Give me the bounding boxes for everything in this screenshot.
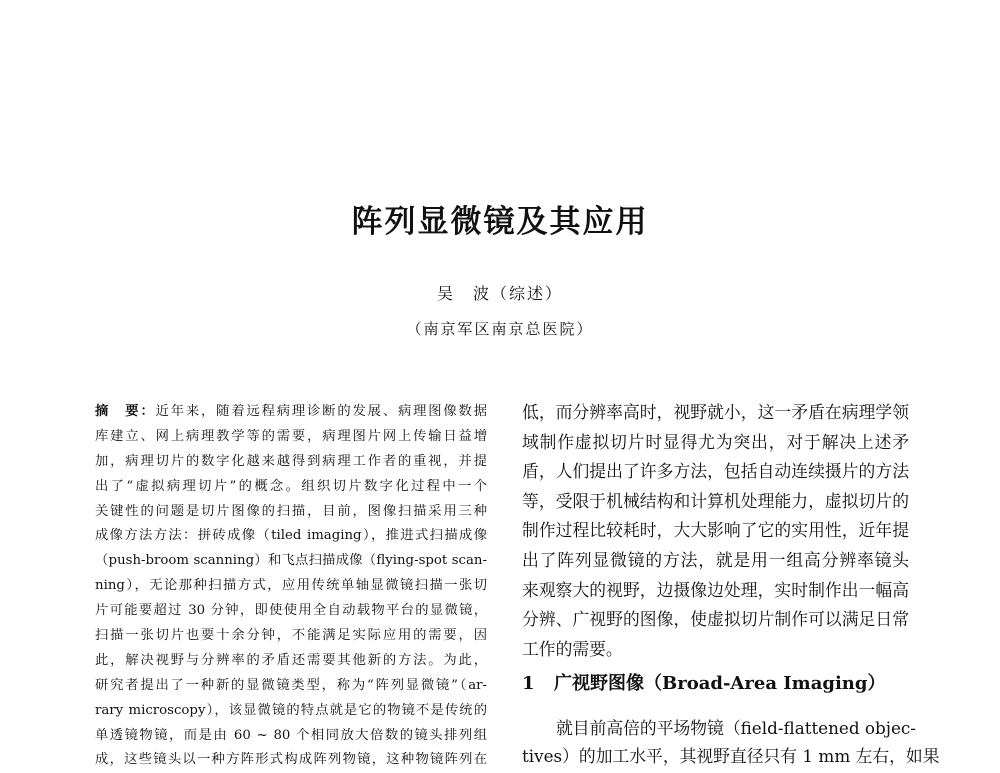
abstract-label: 摘 要： — [95, 404, 156, 419]
body-line: 工作的需要。 — [522, 638, 623, 659]
abstract-line: 出了“虚拟病理切片”的概念。组织切片数字化过程中一个 — [95, 478, 487, 494]
abstract-line: 库建立、网上病理教学等的需要，病理图片网上传输日益增 — [95, 428, 487, 444]
abstract-line: 关键性的问题是切片图像的扫描，目前，图像扫描采用三种 — [95, 503, 487, 519]
section-heading — [522, 669, 885, 695]
section-line: tives）的加工水平，其视野直径只有 1 mm 左右，如果 — [522, 746, 940, 766]
abstract-line: 成像方法方法：拼砖成像（tiled imaging），推进式扫描成像 — [95, 528, 487, 544]
body-line: 盾，人们提出了许多方法，包括自动连续摄片的方法 — [522, 461, 909, 482]
body-line: 低，而分辨率高时，视野就小，这一矛盾在病理学领 — [522, 402, 909, 422]
body-line: 制作过程比较耗时，大大影响了它的实用性，近年提 — [522, 520, 909, 541]
article-title: 阵列显微镜及其应用 — [351, 204, 649, 240]
body-line: 等，受限于机械结构和计算机处理能力，虚拟切片的 — [522, 490, 909, 511]
body-line: 出了阵列显微镜的方法，就是用一组高分辨率镜头 — [522, 549, 909, 570]
section-paragraph — [522, 714, 940, 770]
abstract-line: 成，这些镜头以一种方阵形式构成阵列物镜，这种物镜阵列在 — [95, 752, 487, 768]
abstract-line: 单透镜物镜，而是由 60 ~ 80 个相同放大倍数的镜头排列组 — [95, 727, 487, 743]
abstract-block — [95, 400, 487, 773]
body-line: 来观察大的视野，边摄像边处理，实时制作出一幅高 — [522, 579, 909, 600]
abstract-line: rary microscopy），该显微镜的特点就是它的物镜不是传统的 — [95, 702, 487, 718]
body-line: 域制作虚拟切片时显得尤为突出，对于解决上述矛 — [522, 431, 909, 452]
abstract-line: 片可能要超过 30 分钟，即使使用全自动载物平台的显微镜， — [95, 603, 487, 619]
article-author: 吴 波（综述） — [436, 284, 563, 303]
section-title: 广视野图像（Broad-Area Imaging） — [554, 673, 886, 694]
abstract-line: 此，解决视野与分辨率的矛盾还需要其他新的方法。为此， — [95, 652, 487, 668]
body-line: 分辨、广视野的图像，使虚拟切片制作可以满足日常 — [522, 609, 909, 630]
abstract-line: 加，病理切片的数字化越来越得到病理工作者的重视，并提 — [95, 453, 487, 469]
abstract-line: 研究者提出了一种新的显微镜类型，称为“阵列显微镜”（ar- — [95, 677, 487, 693]
section-number: 1 — [522, 673, 535, 694]
abstract-line: （push-broom scanning）和飞点扫描成像（flying-spot scan- — [95, 553, 487, 569]
abstract-line: ning），无论那种扫描方式，应用传统单轴显微镜扫描一张切 — [95, 578, 487, 594]
article-affiliation: （南京军区南京总医院） — [406, 320, 594, 338]
abstract-line: 摘 要：近年来，随着远程病理诊断的发展、病理图像数据 — [95, 404, 488, 419]
body-intro-paragraph — [522, 398, 909, 664]
abstract-line: 扫描一张切片也要十余分钟，不能满足实际应用的需要，因 — [95, 628, 487, 644]
section-line: 就目前高倍的平场物镜（field-flattened objec- — [556, 718, 916, 738]
